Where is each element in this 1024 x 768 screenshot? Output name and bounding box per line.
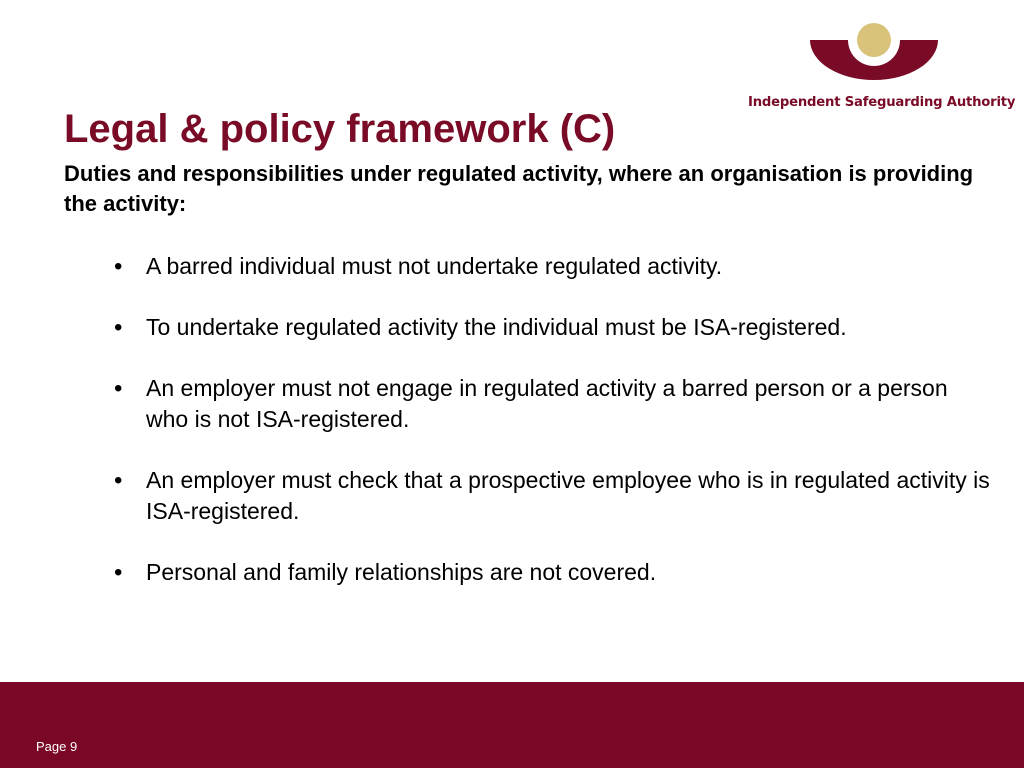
bullet-list	[114, 251, 994, 618]
slide-title: Legal & policy framework (C)	[64, 107, 616, 151]
bullet-icon: •	[114, 559, 123, 586]
bullet-icon: •	[114, 375, 123, 402]
organisation-name: Independent Safeguarding Authority	[748, 95, 1016, 110]
page-number: Page 9	[36, 739, 78, 754]
bullet-text: To undertake regulated activity the individual must be ISA-registered.	[146, 314, 847, 340]
slide-subtitle: Duties and responsibilities under regulated activity, where an organisation is providing the activity:	[64, 161, 974, 216]
bullet-item	[114, 465, 994, 527]
isa-logo	[748, 20, 1016, 116]
bullet-text: Personal and family relationships are not covered.	[146, 559, 657, 585]
bullet-item	[114, 312, 994, 343]
bullet-text: An employer must not engage in regulated activity a barred person or a person who is not ISA-registered.	[146, 375, 948, 432]
bullet-text: A barred individual must not undertake regulated activity.	[146, 253, 723, 279]
footer-bar	[0, 682, 1024, 768]
bullet-item	[114, 373, 994, 435]
isa-logo-icon	[806, 20, 942, 84]
bullet-item	[114, 251, 994, 282]
bullet-icon: •	[114, 467, 123, 494]
bullet-text: An employer must check that a prospective employee who is in regulated activity is ISA-registered.	[146, 467, 990, 524]
bullet-icon: •	[114, 253, 123, 280]
bullet-icon: •	[114, 314, 123, 341]
bullet-item	[114, 557, 994, 588]
